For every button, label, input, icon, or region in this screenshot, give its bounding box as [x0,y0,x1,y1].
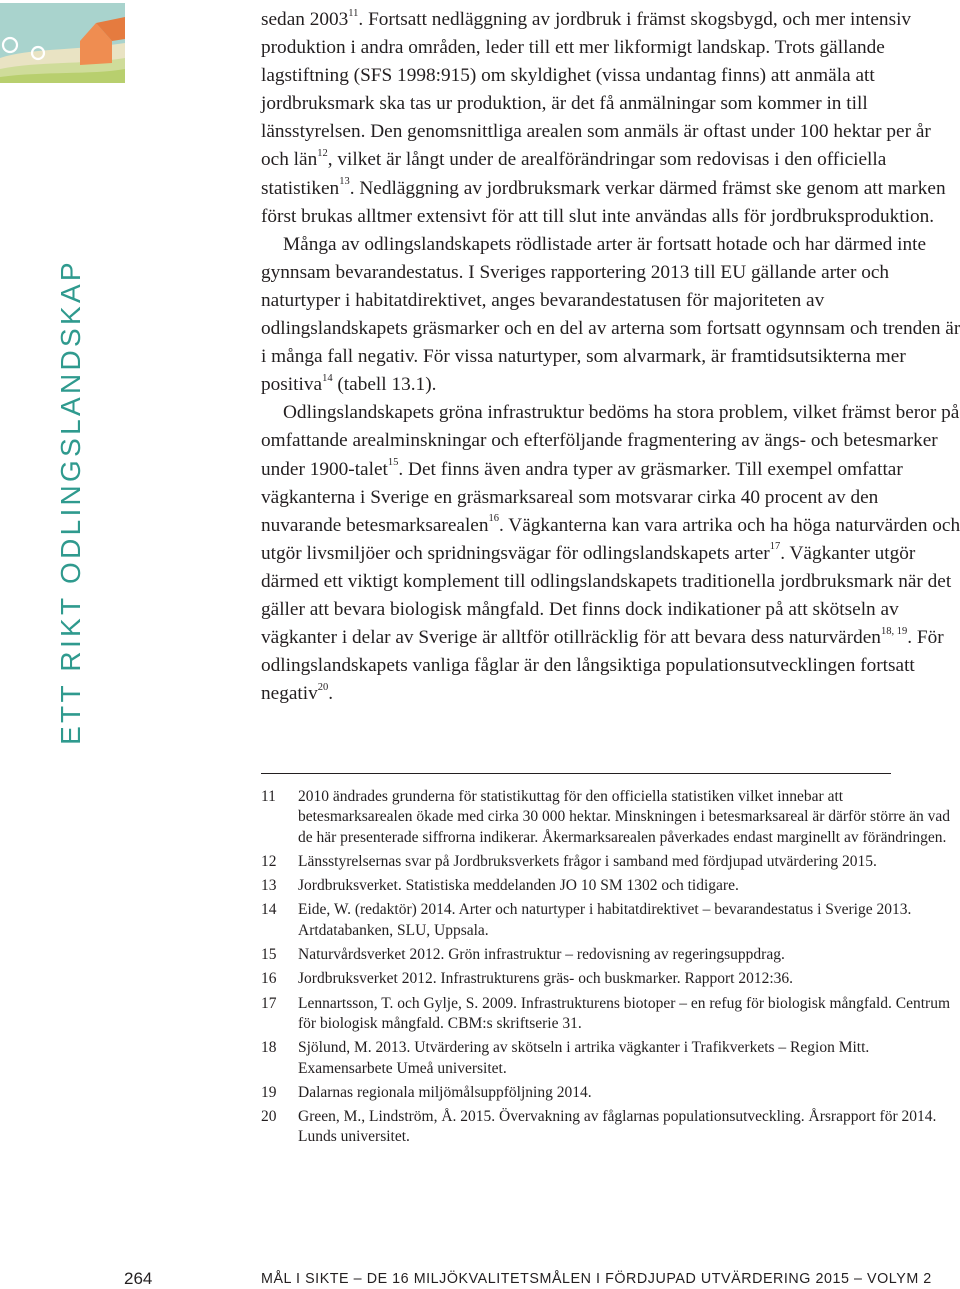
chapter-logo [0,3,125,83]
footnote-number: 12 [261,852,277,870]
paragraph-text: sedan 2003 [261,9,349,30]
footnote-text: Dalarnas regionala miljömålsuppföljning 2014. [298,1083,592,1101]
paragraph-text: . [328,683,334,705]
footnote-reference[interactable]: 13 [339,176,350,188]
landscape-illustration-icon [0,3,125,83]
paragraph-text: . Nedläggning av jordbruksmark verkar därmed främst ske genom att marken först brukas alltmer extensivt för att till slut inte användas alls för jordbruksproduktion. [261,177,946,227]
footnote-number: 13 [261,877,277,895]
footnote-text: Sjölund, M. 2013. Utvärdering av skötseln i artrika vägkanter i Trafikverkets – Region Mitt. Examensarbete Umeå universitet. [298,1039,870,1077]
footnote-number: 15 [261,946,277,964]
body-paragraph [261,231,960,400]
paragraph-text: Många av odlingslandskapets rödlistade arter är fortsatt hotade och har därmed inte gynnsam bevarandestatus. I Sveriges rapportering 2013 till EU gällande arter och naturtyper i habitatdirektivet, anges bevarandestatusen för majoriteten av odlingslandskapets gräsmarker och en del av arterna som fortsatt ogynnsam och trenden är i många fall negativ. För vissa naturtyper, som alvarmark, är framtidsutsikterna mer positiva [261,233,960,396]
chapter-title-text: ETT RIKT ODLINGSLANDSKAP [55,259,86,745]
footnote-number: 14 [261,901,277,919]
footnote-text: Naturvårdsverket 2012. Grön infrastruktur – redovisning av regeringsuppdrag. [298,946,785,964]
footnote [261,852,960,872]
page-number: 264 [124,1269,153,1288]
paragraph-text: , vilket är långt under de arealförändringar som redovisas i den officiella statistiken [261,149,887,199]
footnote-number: 19 [261,1083,277,1101]
body-paragraph [261,399,960,708]
footnote-text: Jordbruksverket. Statistiska meddelanden JO 10 SM 1302 och tidigare. [298,877,739,895]
footnote-reference[interactable]: 12 [317,148,328,160]
footnotes [261,787,960,1152]
footnote-reference[interactable]: 16 [488,513,500,525]
paragraph-text: Odlingslandskapets gröna infrastruktur bedöms ha stora problem, vilket främst beror på omfattande arealminskningar och efterföljande fragmentering av ängs- och betesmarker under 1900-talet [261,402,960,480]
body-paragraph [261,6,960,231]
running-footer: MÅL I SIKTE – DE 16 MILJÖKVALITETSMÅLEN I FÖRDJUPAD UTVÄRDERING 2015 – VOLYM 2 [261,1271,932,1287]
footnote [261,900,960,941]
paragraph-text: (tabell 13.1). [332,374,437,396]
footnote-reference[interactable]: 11 [348,7,359,19]
footnote-text: Jordbruksverket 2012. Infrastrukturens gräs- och buskmarker. Rapport 2012:36. [298,970,794,988]
footnote-text: 2010 ändrades grunderna för statistikuttag för den officiella statistiken vilket innebar att betesmarksarealen ökade med cirka 30 000 hektar. Minskningen i betesmarksareal är därför större än vad de här presenterade siffrorna indikerar. Åkermarksarealen påverkades endast marginellt av förändringen. [298,788,951,846]
footnote [261,1038,960,1079]
footnote [261,1083,960,1103]
footnote-number: 18 [261,1039,277,1057]
footnote-text: Eide, W. (redaktör) 2014. Arter och naturtyper i habitatdirektivet – bevarandestatus i Sverige 2013. Artdatabanken, SLU, Uppsala. [298,901,912,939]
chapter-title-vertical [55,259,86,745]
footnote-text: Lennartsson, T. och Gylje, S. 2009. Infrastrukturens biotoper – en refug för biologisk mångfald. Centrum för biologisk mångfald. CBM:s skriftserie 31. [298,994,951,1032]
footnote [261,945,960,965]
footnote [261,994,960,1035]
footnote [261,787,960,848]
paragraph-text: . Det finns även andra typer av gräsmarker. Till exempel omfattar vägkanterna i Sverige en gräsmarksareal som motsvarar cirka 40 procent av den nuvarande betesmarksarealen [261,458,903,536]
footnote-number: 16 [261,970,277,988]
footnote-text: Länsstyrelsernas svar på Jordbruksverkets frågor i samband med fördjupad utvärdering 2015. [298,852,877,870]
paragraph-text: . För odlingslandskapets vanliga fåglar är den långsiktiga populationsutvecklingen fortsatt negativ [261,627,944,705]
footnote-text: Green, M., Lindström, Å. 2015. Övervakning av fåglarnas populationsutveckling. Årsrapport för 2014. Lunds universitet. [298,1108,937,1146]
paragraph-text: . Fortsatt nedläggning av jordbruk i främst skogsbygd, och mer intensiv produktion i andra områden, leder till ett mer likformigt landskap. Trots gällande lagstiftning (SFS 1998:915) om skyldighet (vissa undantag finns) att anmäla att jordbruksmark ska tas ur produktion, är det få anmälningar som kommer in till länsstyrelsen. Den genomsnittliga arealen som anmäls är oftast under 100 hektar per år och län [261,9,931,171]
footnote-rule [261,773,891,774]
footnote-reference[interactable]: 14 [322,372,333,384]
paragraph-text: . Vägkanter utgör därmed ett viktigt komplement till odlingslandskapets traditionella jordbruksmark när det gäller att bevara biologisk mångfald. Det finns dock indikationer på att skötseln av vägkanter i delar av Sverige är alltför otillräcklig för att bevara dess naturvärden [261,542,952,649]
footnote-reference[interactable]: 20 [317,681,329,693]
footnote [261,1107,960,1148]
footnote [261,969,960,989]
paragraph-text: . Vägkanterna kan vara artrika och ha höga naturvärden och utgör livsmiljöer och spridningsvägar för odlingslandskapets arter [261,514,960,564]
footnote-reference[interactable]: 18, 19 [880,625,908,637]
footnote-reference[interactable]: 17 [769,541,781,553]
footnote-reference[interactable]: 15 [387,457,399,469]
footnote-number: 17 [261,994,277,1012]
footnote-number: 11 [261,788,276,805]
body-text [261,6,960,708]
footnote-number: 20 [261,1108,277,1126]
footnote [261,876,960,896]
